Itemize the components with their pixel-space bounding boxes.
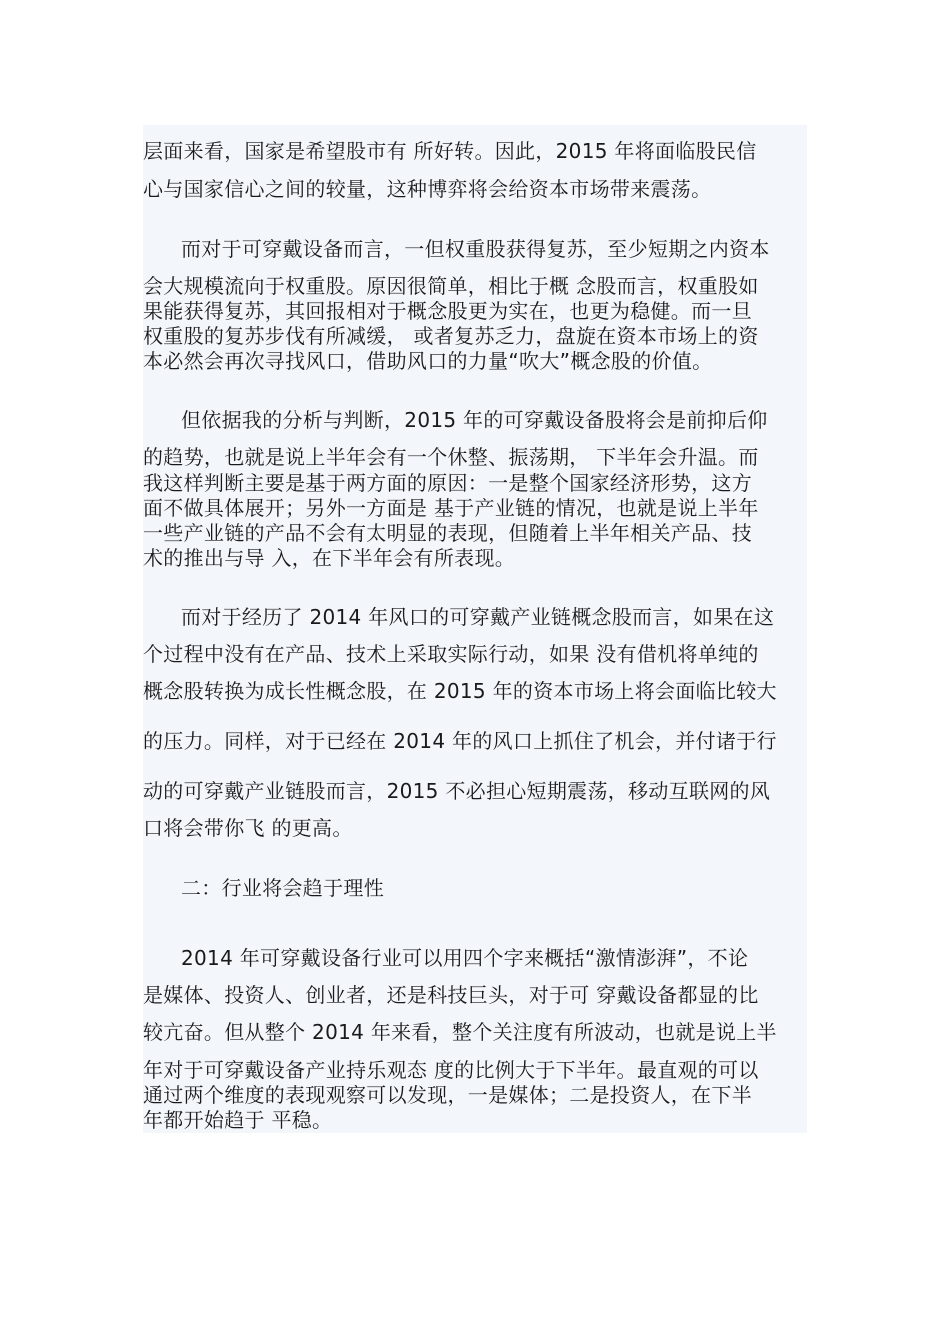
text-line: 但依据我的分析与判断，2015 年的可穿戴设备股将会是前抑后仰	[181, 408, 768, 432]
text-line: 而对于可穿戴设备而言，一但权重股获得复苏，至少短期之内资本	[181, 237, 770, 261]
text-line: 概念股转换为成长性概念股，在 2015 年的资本市场上将会面临比较大	[143, 679, 777, 703]
text-line: 个过程中没有在产品、技术上采取实际行动，如果 没有借机将单纯的	[143, 642, 759, 666]
text-line: 会大规模流向于权重股。原因很简单，相比于概 念股而言，权重股如	[143, 274, 759, 298]
text-line: 一些产业链的产品不会有太明显的表现，但随着上半年相关产品、技	[143, 521, 752, 545]
text-line: 心与国家信心之间的较量，这种博弈将会给资本市场带来震荡。	[143, 177, 712, 201]
text-line: 而对于经历了 2014 年风口的可穿戴产业链概念股而言，如果在这	[181, 605, 775, 629]
text-line: 权重股的复苏步伐有所减缓， 或者复苏乏力，盘旋在资本市场上的资	[143, 324, 759, 348]
text-line: 年都开始趋于 平稳。	[143, 1108, 333, 1132]
text-line: 动的可穿戴产业链股而言，2015 不必担心短期震荡，移动互联网的风	[143, 779, 771, 803]
text-line: 是媒体、投资人、创业者，还是科技巨头，对于可 穿戴设备都显的比	[143, 983, 759, 1007]
text-line: 本必然会再次寻找风口，借助风口的力量“吹大”概念股的价值。	[143, 349, 713, 373]
text-line: 的趋势，也就是说上半年会有一个休整、振荡期， 下半年会升温。而	[143, 445, 759, 469]
text-line: 通过两个维度的表现观察可以发现，一是媒体；二是投资人，在下半	[143, 1083, 752, 1107]
section-heading: 二：行业将会趋于理性	[181, 876, 384, 900]
text-line: 较亢奋。但从整个 2014 年来看，整个关注度有所波动，也就是说上半	[143, 1020, 777, 1044]
text-line: 的压力。同样，对于已经在 2014 年的风口上抓住了机会，并付诸于行	[143, 729, 777, 753]
text-line: 面不做具体展开；另外一方面是 基于产业链的情况，也就是说上半年	[143, 496, 759, 520]
document-content	[143, 125, 807, 1133]
text-line: 术的推出与导 入，在下半年会有所表现。	[143, 546, 516, 570]
text-line: 年对于可穿戴设备产业持乐观态 度的比例大于下半年。最直观的可以	[143, 1058, 759, 1082]
text-line: 果能获得复苏，其回报相对于概念股更为实在，也更为稳健。而一旦	[143, 299, 752, 323]
text-line: 层面来看，国家是希望股市有 所好转。因此，2015 年将面临股民信	[143, 139, 757, 163]
text-line: 2014 年可穿戴设备行业可以用四个字来概括“激情澎湃”，不论	[181, 946, 749, 970]
text-line: 我这样判断主要是基于两方面的原因：一是整个国家经济形势，这方	[143, 471, 752, 495]
text-line: 口将会带你飞 的更高。	[143, 816, 353, 840]
